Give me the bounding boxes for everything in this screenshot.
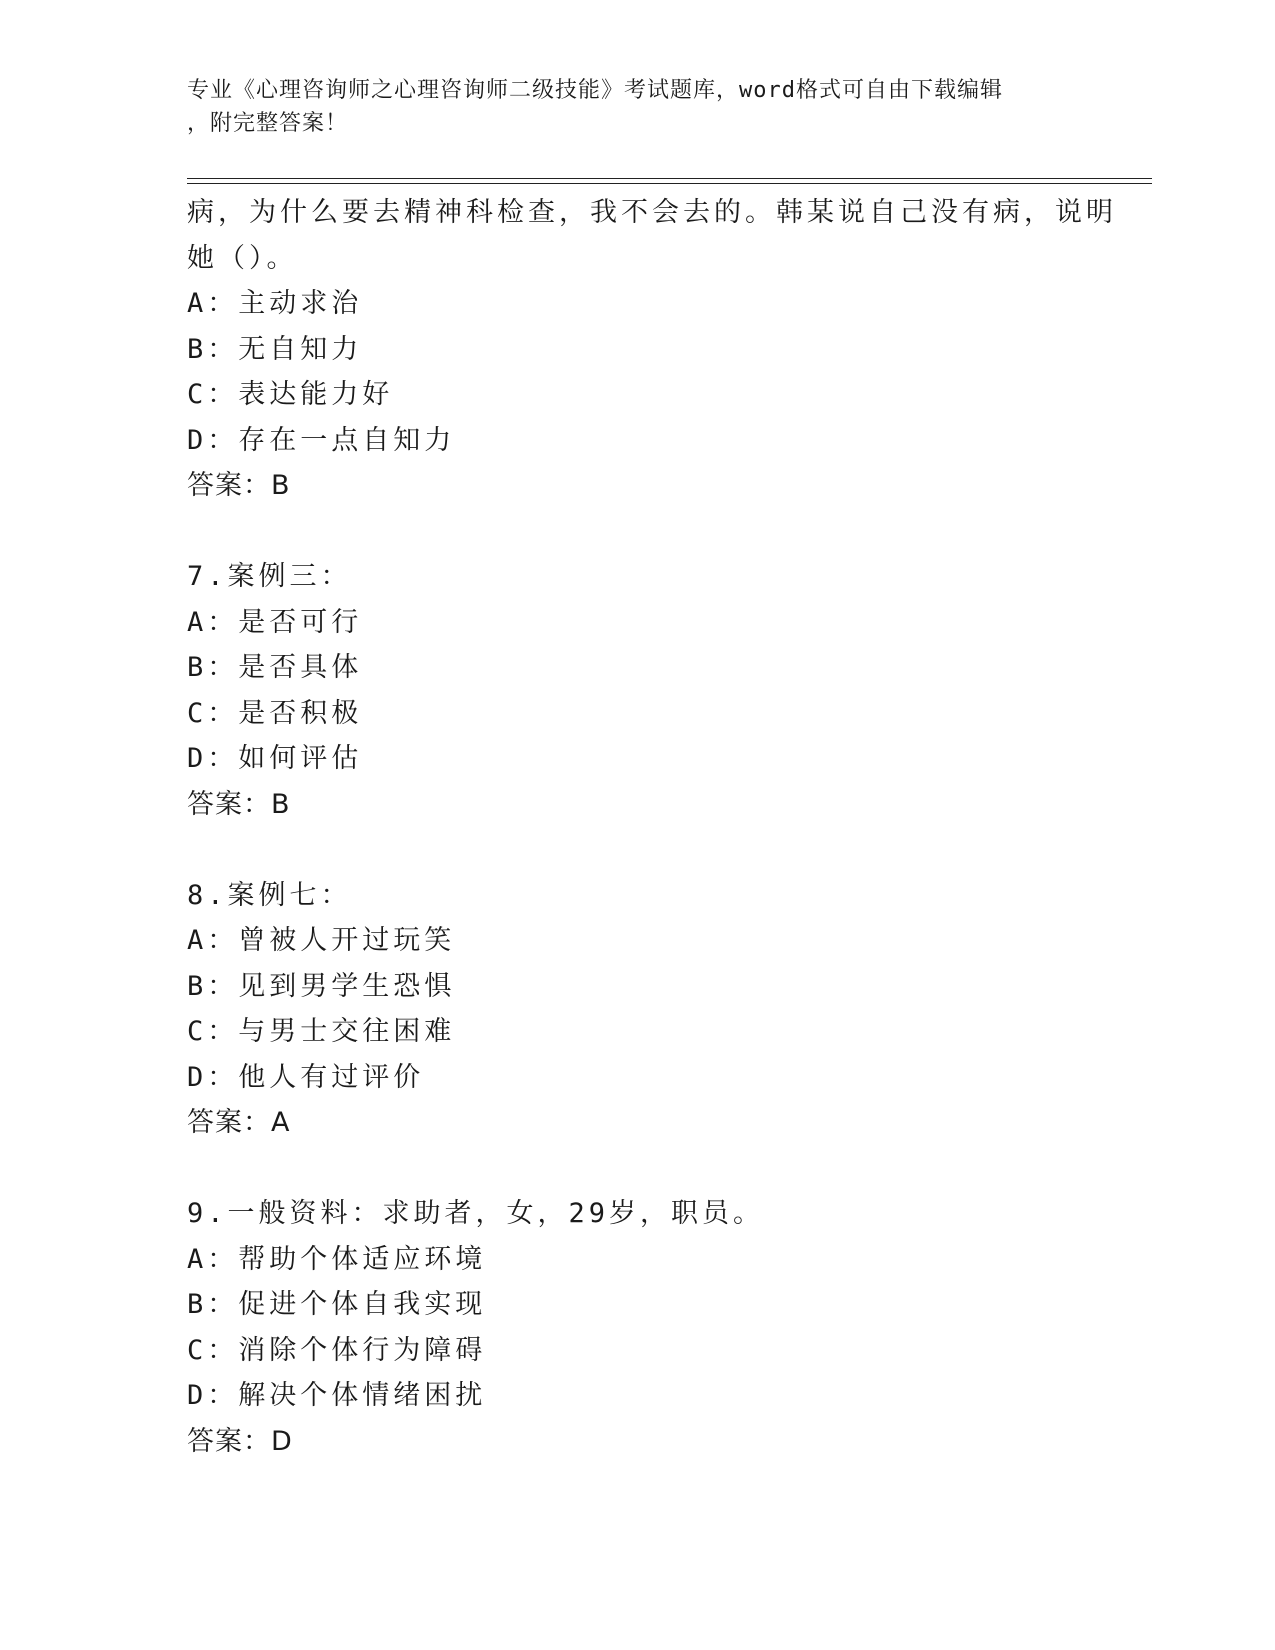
answer-line: 答案：B [187,470,291,501]
option-b: B：见到男学生恐惧 [187,970,456,1002]
option-b: B：是否具体 [187,652,363,683]
option-b: B：促进个体自我实现 [187,1289,487,1320]
option-c: C：消除个体行为障碍 [187,1334,487,1366]
header-line-2: ，附完整答案！ [187,111,349,136]
question-8 [187,873,1087,1146]
option-c: C：是否积极 [187,697,363,729]
spacer [187,1146,1087,1192]
option-c: C：表达能力好 [187,379,394,410]
header-line-1: 专业《心理咨询师之心理咨询师二级技能》考试题库，word格式可自由下载编辑 [187,78,1003,103]
question-6 [187,190,1117,509]
option-d: D：如何评估 [187,743,363,774]
answer-line: 答案：B [187,788,291,820]
question-stem: 7.案例三： [187,561,352,592]
question-stem: 9.一般资料：求助者，女，29岁，职员。 [187,1198,765,1229]
question-9 [187,1191,1087,1464]
spacer [187,827,1087,873]
option-d: D：存在一点自知力 [187,424,456,456]
option-b: B：无自知力 [187,333,363,365]
header-divider-bottom [187,183,1152,184]
answer-line: 答案：D [187,1425,293,1457]
answer-line: 答案：A [187,1107,291,1138]
question-7 [187,554,1087,827]
question-stem: 8.案例七： [187,879,352,911]
option-a: A：主动求治 [187,288,363,319]
question-stem: 病，为什么要去精神科检查，我不会去的。韩某说自己没有病，说明 [187,197,1117,228]
document-header [187,74,1087,140]
option-a: A：帮助个体适应环境 [187,1243,487,1275]
spacer [187,509,1087,555]
option-d: D：他人有过评价 [187,1061,425,1093]
option-c: C：与男士交往困难 [187,1016,456,1047]
header-divider-top [187,178,1152,179]
option-a: A：是否可行 [187,606,363,638]
question-stem: 她（）。 [187,242,298,274]
option-d: D：解决个体情绪困扰 [187,1380,487,1411]
option-a: A：曾被人开过玩笑 [187,925,456,956]
question-list [187,190,1117,1464]
